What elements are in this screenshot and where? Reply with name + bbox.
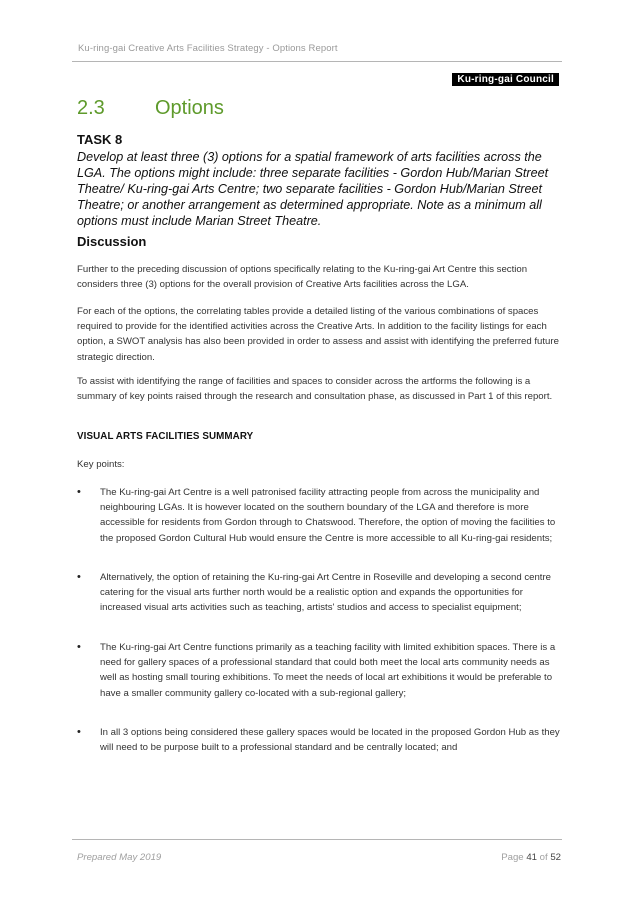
bullet-icon: • [77, 571, 81, 583]
section-title: Options [155, 97, 224, 119]
running-header: Ku-ring-gai Creative Arts Facilities Strategy - Options Report [78, 43, 338, 54]
list-item-text: Alternatively, the option of retaining the Ku-ring-gai Art Centre in Roseville and developing a second centre catering for the visual arts further north would be a realistic option and expands the opportunities for increased visual arts activities such as teaching, artists' studios and access to specialist equipment; [100, 572, 551, 614]
list-item-text: In all 3 options being considered these gallery spaces would be located in the proposed Gordon Hub as they will need to be purpose built to a professional standard and be centrally located; and [100, 727, 560, 754]
discussion-heading: Discussion [77, 234, 147, 249]
list-item [77, 485, 563, 546]
page-separator: of [536, 852, 551, 863]
list-item-text: The Ku-ring-gai Art Centre functions primarily as a teaching facility with limited exhibition spaces. There is a need for gallery spaces of a professional standard that could both meet the local arts community needs as well as hosting small touring exhibitions. To meet the needs of local art exhibitions it would be preferable to have a smaller community gallery co-located with a sub-regional gallery; [100, 642, 556, 699]
task-description: Develop at least three (3) options for a spatial framework of arts facilities across the LGA. The options might include: three separate facilities - Gordon Hub/Marian Street Theatre/ Ku-ring-gai Arts Centre; two separate facilities - Gordon Hub/Marian Street Theatre; or another arrangement as determined appropriate. Note as a minimum all options must include Marian Street Theatre. [77, 150, 549, 228]
key-points-label: Key points: [77, 459, 125, 470]
bullet-icon: • [77, 641, 81, 653]
bullet-icon: • [77, 726, 81, 738]
prepared-date: Prepared May 2019 [77, 852, 162, 863]
discussion-paragraph: Further to the preceding discussion of options specifically relating to the Ku-ring-gai Art Centre this section considers three (3) options for the overall provision of Creative Arts facilities across the LGA. [77, 264, 528, 291]
discussion-paragraph: To assist with identifying the range of facilities and spaces to consider across the artforms the following is a summary of key points raised through the research and consultation phase, as discussed in Part 1 of this report. [77, 376, 553, 403]
list-item [77, 570, 563, 616]
discussion-paragraph: For each of the options, the correlating tables provide a detailed listing of the various combinations of spaces required to provide for the identified activities across the Creative Arts. In addition to the facility listings for each option, a SWOT analysis has also been provided in order to assess and assist with identifying the preferred future strategic direction. [77, 306, 559, 363]
bullet-icon: • [77, 486, 81, 498]
list-item-text: The Ku-ring-gai Art Centre is a well patronised facility attracting people from across the municipality and neighbouring LGAs. It is however located on the southern boundary of the LGA and therefore is more accessible for residents from Gordon through to Chatswood. Therefore, the option of moving the facilities to the proposed Gordon Cultural Hub would ensure the Centre is more accessible to all Ku-ring-gai residents; [100, 487, 556, 544]
section-heading [77, 97, 224, 120]
page-prefix: Page [501, 852, 527, 863]
section-number: 2.3 [77, 97, 105, 119]
summary-heading: VISUAL ARTS FACILITIES SUMMARY [77, 431, 254, 442]
page-total: 52 [550, 852, 561, 863]
page-number [501, 852, 561, 863]
page-current: 41 [526, 852, 537, 863]
list-item [77, 725, 563, 755]
list-item [77, 640, 563, 701]
council-logo: Ku-ring-gai Council [452, 73, 559, 86]
footer-divider [72, 839, 562, 840]
header-divider [72, 61, 562, 62]
task-label: TASK 8 [77, 132, 123, 147]
